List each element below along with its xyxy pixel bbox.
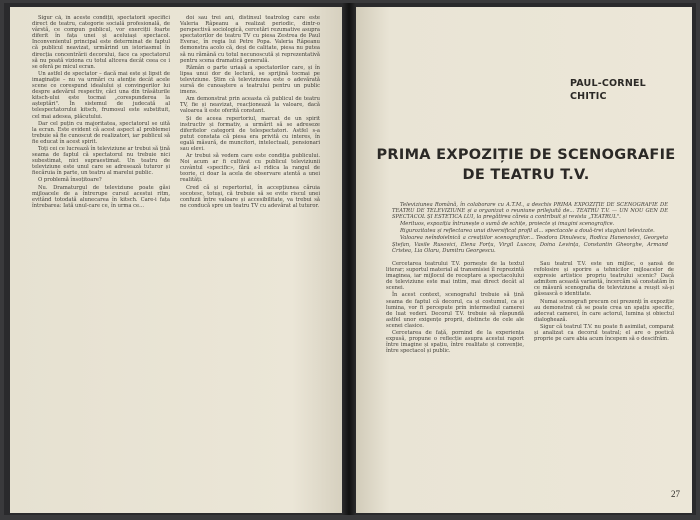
paragraph: O problemă însoțitoare? [38,177,102,184]
paragraph: Toți cei ce lucrează în televiziune ar trebui să țină seama de faptul că spectatorul nu trebuie nici subestimat, nici supraestimat. Un teatru de televiziune este unul care se adresează tuturor și fiecăruia în parte, un teatru al marelui public. [32,145,170,177]
paragraph: Cercetarea teatrului T.V. pornește de la textul literar; suportul material al transmisiei îl reprezintă imaginea, iar mijlocul de receptare a spectacolului de televiziune este mai intim, mai direct decât al scenei. [386,261,524,292]
right-column-2 [534,261,674,497]
right-column-1 [386,261,524,497]
paragraph: Și de aceea repertoriul, marcat de un spirit instructiv și formativ, a urmărit să se adreseze diferitelor categorii de telespectatori. Astfel s-a putut constata că piesa era privită cu interes, în egală măsură, de muncitori, intelectuali, pensionari sau elevi. [180,115,320,152]
title-line-2: DE TEATRU T.V. [462,167,590,183]
author-line-2: CHITIC [570,91,607,102]
paragraph: Un astfel de spectator – dacă mai este și lipsit de imaginație – nu va urmări cu atenție decât acele scene ce corespund idealului și convingerilor lui despre adevărul respectiv, căci una din trăsăturile kitsch-ului este tocmai „corespunderea la așteptări". În sistemul de judecată al telespectatorului kitsch, frumosul este substituit, cel mai adesea, plăcutului. [32,70,170,120]
left-page [10,7,342,513]
paragraph: doi sau trei ani, distinsul teatrolog care este Valeria Râpeanu a realizat periodic, dintr-o perspectivă sociologică, cercetări rezumative asupra spectatorilor de teatru TV cu piesa Zestrea de Paul Everac, în regia lui Petre Popa. Valeria Râpeanu demonstra acolo că, deși de calitate, piesa nu putea să nu rămână cu totul necunoscută și reprezentativă pentru scena dramatică generală. [180,15,320,64]
page-number: 27 [671,489,680,499]
paragraph: Numai scenografi precum cei prezenți în expoziție au demonstrat că se poate crea un spațiu specific, adecvat camerei, în care actorul, lumina și obiectul dialoghează. [534,298,674,323]
paragraph: Sigur că, în aceste condiții, spectatorii specifici direct de teatru, categorie socială profesională, de vârstă, ce compun publicul, vor exerciții foarte diferit în fața unei și aceluiași spectacol. Inconvenientul principal este determinat de faptul că publicul neavizat, urmărind un istoriasmul în direcția concentrării decorului, face ca spectatorul să nu poată viziona cu totul altceva decât ceea ce i se oferă pe micul ecran. [32,15,170,70]
intro-paragraph: Rigurozitatea și reflectarea unui diversificat profil al... spectacole a două-trei stagiuni televizate. [400,228,655,235]
paragraph: Sau teatrul T.V. este un mijloc, o șansă de refolosire și sporire a tehnicilor mijloacelor de expresie artistice propriu teatrului scenic? Dacă admitem această variantă, încercăm să constatăm în ce măsură scenografia de televiziune a reușit să-și găsească o identitate. [534,261,674,298]
book-spread [4,3,696,515]
intro-paragraph: Merituos, expoziția întrunește o sumă de schițe, proiecte și imagini scenografice. [400,221,615,228]
paragraph: Nu. Dramaturgul de televiziune poate găsi mijloacele de a întrerupe cursul acestui ritm, evitând totodată alunecarea în kitsch. Care-i fața întrebarea: Iată unul-care ce, în urma ce... [32,184,170,209]
paragraph: Dar cel puțin cu majoritatea, spectatorul se uită la ecran. Este evident că acest aspect al problemei trebuie să fie cunoscut de realizatori, iar publicul să fie educat în acest spirit. [32,120,170,145]
author-name [570,77,680,103]
left-column-2 [180,15,320,507]
article-intro [392,202,668,255]
paragraph: Rămân o parte uriașă a spectatorilor care, și în lipsa unui dor de lectură, se sprijină tocmai pe televiziune. Știm că televiziunea este o adevărată sursă de cunoaștere a teatrului pentru un public imens. [180,64,320,96]
paragraph: În acest context, scenograful trebuie să țină seama de faptul că decorul, ca și costumul, ca și lumina, vor fi percepute prin intermediul camerei de luat vederi. Decorul T.V. trebuie să răspundă astfel unor exigențe proprii, distincte de cele ale scenei clasice. [386,292,524,329]
paragraph: Cred că și repertoriul, în accepțiunea căruia socotesc, totuși, că trebuie să se evite riscul unei confuzii între valoare și accesibilitate, va trebui să ne conducă spre un teatru TV cu adevărat al tuturor. [180,184,320,209]
paragraph: Cercetarea de față, pornind de la experiența expusă, propune o reflecție asupra acestui raport între imagine și spațiu, între realitate și convenție, între spectacol și public. [386,330,524,355]
right-page [356,7,692,513]
left-column-1 [32,15,170,507]
intro-paragraph: Valoarea neîndoielnică a creațiilor scenografilor... Teodora Dinulescu, Rodica Hanenovici, Georgeta Ștefan, Vasile Rusovici, Elena Forțu, Virgil Luscov, Doina Levința, Constantin Gheorghe, Armand Cristea, Lia Olaru, Dumitru Georgescu. [392,235,668,254]
article-title [376,145,676,185]
book-gutter [342,3,356,515]
intro-paragraph: Televiziunea Română, în colaborare cu A.T.M., a deschis PRIMA EXPOZIȚIE DE SCENOGRAFIE DE TEATRU DE TELEVIZIUNE și a organizat o reuniune prilejuită de... TEATRU T.V. — UN NOU GEN DE SPECTACOL ȘI ESTETICA LUI, la pregătirea căreia a contribuit și revista „TEATRUL". [392,202,668,221]
author-line-1: PAUL-CORNEL [570,78,646,89]
paragraph: Sigur că teatrul T.V. nu poate fi asimilat, comparat și analizat ca decorul teatral; el are o poetică proprie pe care abia acum începem să o descifrăm. [534,323,674,343]
paragraph: Ar trebui să vedem care este condiția publicului. Noi acum ar fi cultivat cu publicul televiziunii cuvântul «specific», fără a-l ridica la rangul de teorie, ci doar la acela de observare atentă a unei realități. [180,153,320,184]
title-line-1: PRIMA EXPOZIȚIE DE SCENOGRAFIE [376,147,676,163]
paragraph: Am demonstrat prin aceasta că publicul de teatru TV, fie și neavizat, reacționează la valoare, dacă valoarea îi este oferită constant. [180,96,320,115]
